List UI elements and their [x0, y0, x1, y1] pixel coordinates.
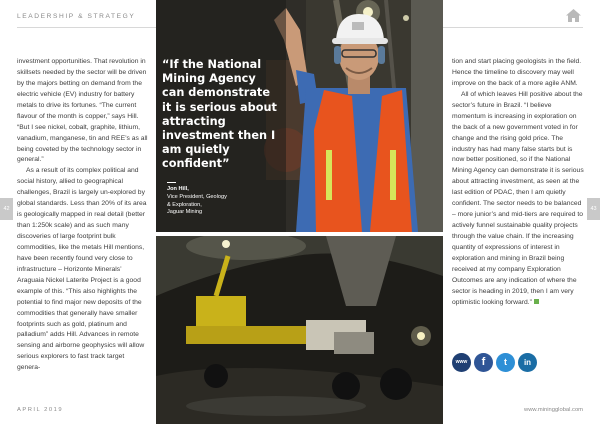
right-paragraph-2-text: All of which leaves Hill positive about the sector’s future in Brazil. “I believe momentum is increasing in exploration on the back of a new government voted in for change and the rising gold price. The industry has had many false starts but is now better positioned, so if the National Mining Agency can demonstrate it is serious about attracting investment, as seen at the last edition of PDAC, then I am quietly confident. The sector needs to be balanced – more junior’s and mid-tiers are required to actively funnel sustainable quality projects through the value chain. If the increasing quantity of expressions of interest in exploration and mining in Brazil being received at my company Exploration Outcomes are any indication of where the sector is heading in 2019, then I am very optimistic looking forward.”: [452, 90, 584, 306]
facebook-icon[interactable]: f: [474, 353, 493, 372]
pull-quote: “If the National Mining Agency can demonstrate it is serious about attracting investment then I am quietly confident”: [162, 58, 277, 171]
footer-website-link[interactable]: www.miningglobal.com: [524, 407, 583, 413]
linkedin-icon[interactable]: in: [518, 353, 537, 372]
section-label: LEADERSHIP & STRATEGY: [17, 13, 136, 20]
photo-mining-drill-rig: [156, 236, 443, 424]
drill-rig-illustration: [156, 236, 443, 424]
right-paragraph-2: [452, 90, 584, 309]
attribution-title-2: & Exploration,: [167, 201, 202, 208]
article-end-mark: [534, 299, 539, 304]
attribution-name: Jon Hill,: [167, 186, 189, 192]
right-column: [452, 57, 584, 309]
right-paragraph-1: tion and start placing geologists in the field. Hence the timeline to discovery may well improve on the back of a more agile ANM.: [452, 58, 582, 87]
page-number-right: 43: [587, 198, 600, 220]
quote-divider: [167, 182, 176, 183]
page-number-left: 42: [0, 198, 13, 220]
attribution-company: Jaguar Mining: [167, 209, 203, 216]
attribution-title-1: Vice President, Geology: [167, 193, 227, 200]
quote-attribution: [167, 186, 257, 217]
website-icon[interactable]: www: [452, 353, 471, 372]
footer-date: APRIL 2019: [17, 407, 64, 413]
left-paragraph-2: As a result of its complex political and social history, allied to geographical challenges, Brazil is largely un-explored by global standards. Less than 20% of its area is geologically mapped in real detail (better than 1:250k scale) and as such many discoveries of large footprint bulk commodities, like the metals Hill mentions, have been recently found very close to infrastructure – Horizonte Minerals’ Araguaia Nickel Laterite Project is a good example of this. “This also highlights the potential to find major new deposits of the commodities that generally have smaller footprints such as gold, platinum and palladium” adds Hill. Advances in remote sensing and airborne geophysics will allow serious explorers to fast track target genera-: [17, 167, 147, 372]
home-icon[interactable]: [565, 8, 582, 23]
twitter-icon[interactable]: t: [496, 353, 515, 372]
left-column: [17, 57, 149, 374]
left-paragraph-1: investment opportunities. That revolution in skillsets needed by the sector will be driven by the majors betting on demand from the electric vehicle (EV) industry for battery metals to drive its fortunes. “The current flavour of the month is copper,” says Hill. “But I see nickel, cobalt, graphite, lithium, vanadium, manganese, tin and REE’s as all being coveted by the technology sector in general.”: [17, 58, 148, 164]
